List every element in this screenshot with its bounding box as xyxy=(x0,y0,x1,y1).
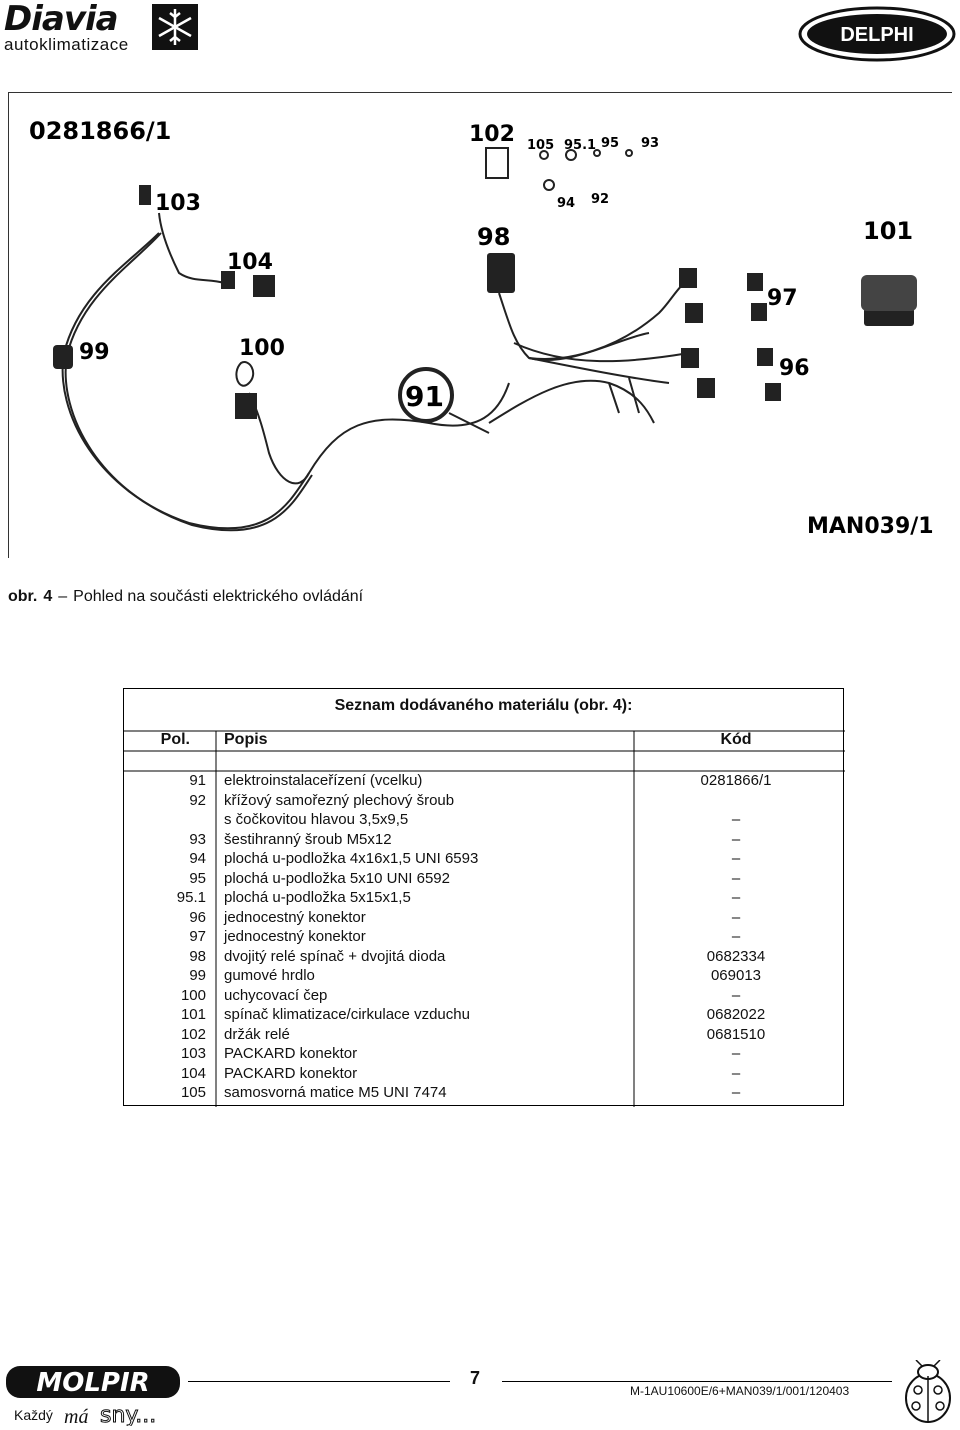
slogan-word-3: sny... xyxy=(100,1403,157,1426)
row-popis: plochá u-podložka 4x16x1,5 UNI 6593 xyxy=(224,850,479,867)
row-popis: plochá u-podložka 5x15x1,5 xyxy=(224,889,411,906)
row-popis: plochá u-podložka 5x10 UNI 6592 xyxy=(224,869,450,887)
label-103: 103 xyxy=(155,191,201,216)
label-94: 94 xyxy=(557,196,576,211)
table-row xyxy=(124,1044,843,1064)
header-kod: Kód xyxy=(720,731,752,748)
table-row xyxy=(124,986,843,1006)
row-pol: 95 xyxy=(189,869,206,887)
document-code: M-1AU10600E/6+MAN039/1/001/120403 xyxy=(630,1384,850,1398)
row-kod: 069013 xyxy=(710,967,762,984)
header-pol: Pol. xyxy=(160,731,190,748)
row-kod: – xyxy=(731,986,741,1004)
label-100: 100 xyxy=(239,336,285,361)
caption-prefix: obr. xyxy=(8,588,38,605)
row-kod: – xyxy=(731,889,741,906)
kit-code-label: 0281866/1 xyxy=(29,117,172,145)
row-kod: 0682022 xyxy=(706,1006,766,1023)
ref-code-label: MAN039/1 xyxy=(807,514,934,539)
label-93: 93 xyxy=(641,136,660,151)
row-kod: 0281866/1 xyxy=(700,772,772,789)
row-popis: držák relé xyxy=(224,1025,290,1043)
table-row xyxy=(124,849,843,869)
page-number: 7 xyxy=(470,1368,481,1388)
row-pol: 97 xyxy=(189,928,206,945)
row-pol: 99 xyxy=(189,967,206,984)
row-kod: 0681510 xyxy=(706,1025,766,1043)
table-row xyxy=(124,810,843,830)
row-pol: 93 xyxy=(189,830,206,848)
row-kod: – xyxy=(731,928,741,945)
row-pol: 105 xyxy=(180,1084,206,1101)
row-kod: – xyxy=(731,1064,741,1082)
row-kod: – xyxy=(731,908,741,926)
table-row xyxy=(124,1005,843,1025)
row-popis: samosvorná matice M5 UNI 7474 xyxy=(224,1084,447,1101)
row-popis: gumové hrdlo xyxy=(224,967,315,984)
label-99: 99 xyxy=(79,340,110,365)
table-row xyxy=(124,888,843,908)
label-101: 101 xyxy=(863,217,914,245)
row-popis: šestihranný šroub M5x12 xyxy=(224,830,392,848)
row-kod: 0682334 xyxy=(706,947,766,965)
row-pol: 98 xyxy=(189,947,206,965)
table-row xyxy=(124,908,843,928)
row-pol: 92 xyxy=(189,791,206,809)
wiring-illustration xyxy=(9,93,953,559)
row-popis: PACKARD konektor xyxy=(224,1045,358,1062)
parts-figure xyxy=(8,92,952,558)
table-row xyxy=(124,927,843,947)
row-pol: 103 xyxy=(180,1045,206,1062)
row-popis: spínač klimatizace/cirkulace vzduchu xyxy=(224,1006,470,1023)
diavia-logo xyxy=(4,2,204,54)
header-popis: Popis xyxy=(224,731,268,748)
footer-divider-left xyxy=(188,1381,450,1382)
label-96: 96 xyxy=(779,356,810,381)
row-pol: 94 xyxy=(189,850,206,867)
table-row xyxy=(124,791,843,811)
figure-caption: obr. 4 – Pohled na součásti elektrického ovládání xyxy=(8,588,364,605)
snowflake-icon xyxy=(152,4,198,50)
table-row xyxy=(124,966,843,986)
label-95: 95 xyxy=(601,136,620,151)
row-pol: 91 xyxy=(189,772,206,789)
row-kod: – xyxy=(731,869,741,887)
label-91: 91 xyxy=(405,380,444,413)
table-row xyxy=(124,869,843,889)
row-kod: – xyxy=(731,830,741,848)
table-row xyxy=(124,830,843,850)
materials-table xyxy=(123,688,844,1106)
row-popis: uchycovací čep xyxy=(224,986,328,1004)
row-popis: PACKARD konektor xyxy=(224,1064,358,1082)
table-row xyxy=(124,1083,843,1103)
row-popis: elektroinstalaceřízení (vcelku) xyxy=(224,772,423,789)
row-pol: 104 xyxy=(180,1064,206,1082)
delphi-logo xyxy=(798,6,956,62)
molpir-logo xyxy=(4,1362,184,1426)
table-row xyxy=(124,947,843,967)
diavia-wordmark: Diavia xyxy=(4,0,118,39)
label-105: 105 xyxy=(527,138,555,153)
diavia-subtitle: autoklimatizace xyxy=(4,35,129,54)
table-row xyxy=(124,1064,843,1084)
row-popis: s čočkovitou hlavou 3,5x9,5 xyxy=(224,811,409,828)
label-97: 97 xyxy=(767,286,798,311)
label-95-1: 95.1 xyxy=(564,138,597,153)
row-popis: jednocestný konektor xyxy=(224,928,366,945)
caption-text: Pohled na součásti elektrického ovládání xyxy=(73,588,364,605)
slogan-word-2: má xyxy=(64,1406,89,1426)
label-98: 98 xyxy=(477,223,511,251)
ladybug-icon xyxy=(900,1360,956,1424)
caption-number: 4 xyxy=(43,588,53,605)
row-kod: – xyxy=(731,850,741,867)
footer-divider-right xyxy=(502,1381,892,1382)
row-pol: 96 xyxy=(189,908,206,926)
row-pol: 100 xyxy=(180,986,206,1004)
label-102: 102 xyxy=(469,122,515,147)
row-popis: dvojitý relé spínač + dvojitá dioda xyxy=(224,947,446,965)
row-popis: jednocestný konektor xyxy=(224,908,366,926)
row-kod: – xyxy=(731,811,741,828)
delphi-wordmark: DELPHI xyxy=(840,24,914,46)
table-title: Seznam dodávaného materiálu (obr. 4): xyxy=(334,697,633,714)
row-pol: 95.1 xyxy=(176,889,206,906)
row-popis: křížový samořezný plechový šroub xyxy=(224,791,455,809)
row-kod: – xyxy=(731,1084,741,1101)
table-row xyxy=(124,771,843,791)
slogan-word-1: Každý xyxy=(14,1407,53,1423)
row-pol: 102 xyxy=(180,1025,206,1043)
row-pol: 101 xyxy=(180,1006,206,1023)
label-104: 104 xyxy=(227,250,273,275)
label-92: 92 xyxy=(591,192,610,207)
molpir-wordmark: MOLPIR xyxy=(36,1368,150,1398)
row-kod: – xyxy=(731,1045,741,1062)
table-row xyxy=(124,1025,843,1045)
